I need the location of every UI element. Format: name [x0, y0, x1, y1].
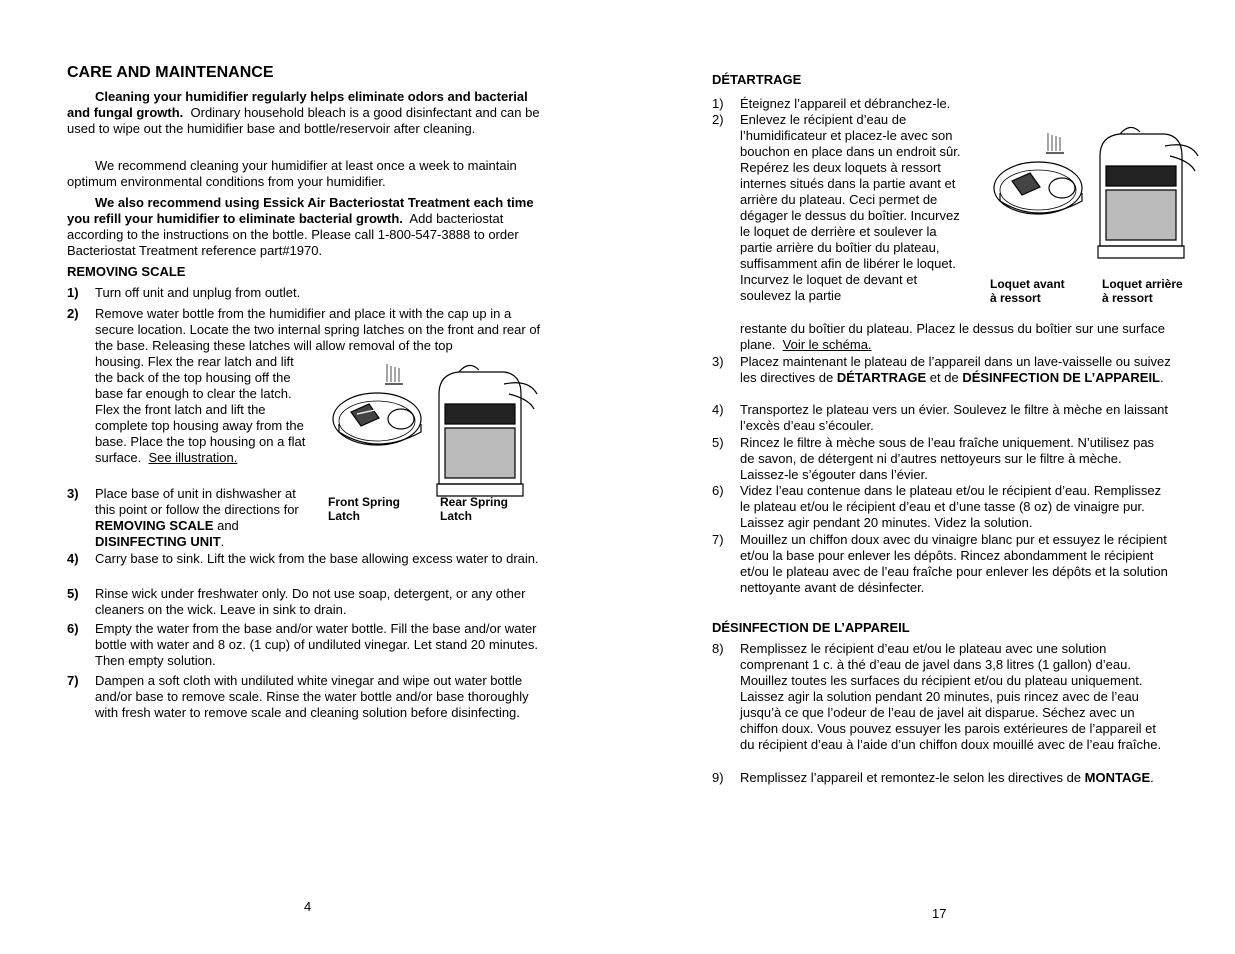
list-text: Remplissez le récipient d’eau et/ou le plateau avec une solution comprenant 1 c. à thé d’eau de javel dans 3,8 litres (1 gallon) d’eau. Mouillez toutes les surfaces du récipient et/ou du plateau uniquement. Laissez agir la solution pendant 20 minutes, puis rincez avec de l’eau jusqu’à ce que l’odeur de l’eau de javel ait disparue. Séchez avec un chiffon doux. Vous pouvez essuyer les parois extérieures de l’appareil et du récipient d’eau à l’aide d’un chiffon doux mouillé avec de l’eau fraîche.	[740, 641, 1162, 752]
housing-drawing	[437, 365, 537, 496]
page-number: 4	[304, 899, 312, 914]
caption-rear-latch	[1102, 277, 1183, 305]
housing-drawing	[1098, 127, 1198, 258]
list-number: 7)	[67, 673, 79, 688]
list-text: Carry base to sink. Lift the wick from the base allowing excess water to drain.	[95, 551, 539, 566]
list-number: 3)	[712, 354, 724, 369]
intro-bold: Cleaning your humidifier regularly helps eliminate odors and bacterial and fungal growth.	[67, 89, 528, 120]
list-text: Dampen a soft cloth with undiluted white vinegar and wipe out water bottle and/or base to remove scale. Rinse the water bottle and/or base thoroughly with fresh water to remove scale and cleaning solution before disinfecting.	[95, 673, 529, 720]
list-text: Rincez le filtre à mèche sous de l’eau fraîche uniquement. N’utilisez pas de savon, de détergent ni d’autres nettoyeurs sur le filtre à mèche. Laissez-le s’égouter dans l’évier.	[740, 435, 1155, 482]
page-number: 17	[932, 906, 947, 921]
list-text: Remplissez l’appareil et remontez-le selon les directives de MONTAGE.	[740, 770, 1154, 785]
voir-schema-link: Voir le schéma.	[782, 337, 872, 352]
caption-front-latch	[990, 277, 1065, 305]
list-text: Éteignez l’appareil et débranchez-le.	[740, 96, 951, 111]
weekly-paragraph: We recommend cleaning your humidifier at least once a week to maintain optimum environmental conditions from your humidifier.	[67, 158, 517, 189]
list-number: 1)	[712, 96, 724, 111]
list-text: Videz l’eau contenue dans le plateau et/ou le récipient d’eau. Remplissez le plateau et/ou le récipient d’eau et d’une tasse (8 oz) de vinaigre pur. Laissez agir pendant 20 minutes. Videz la solution.	[740, 483, 1162, 530]
caption-line: Rear Spring Latch	[440, 495, 509, 523]
latch-illustration	[990, 126, 1200, 261]
list-number: 1)	[67, 285, 79, 300]
list-text: Empty the water from the base and/or water bottle. Fill the base and/or water bottle with water and 8 oz. (1 cup) of undiluted vinegar. Let stand 20 minutes. Then empty solution.	[95, 621, 538, 668]
caption-line: Loquet arrière à ressort	[1102, 277, 1183, 305]
list-number: 4)	[712, 402, 724, 417]
list-number: 6)	[67, 621, 79, 636]
list-text: Rinse wick under freshwater only. Do not use soap, detergent, or any other cleaners on the wick. Leave in sink to drain.	[95, 586, 526, 617]
list-number: 6)	[712, 483, 724, 498]
list-number: 2)	[712, 112, 724, 127]
intro-text: Ordinary household bleach is a good disinfectant and can be used to wipe out the humidifier base and bottle/reservoir after cleaning.	[67, 105, 540, 136]
list-text: Mouillez un chiffon doux avec du vinaigre blanc pur et essuyez le récipient et/ou la base pour enlever les dépôts. Rincez abondamment le récipient et/ou le plateau avec de l’eau fraîche pour enlever les dépôts et la solution nettoyante avant de désinfecter.	[740, 532, 1168, 595]
caption-line: Front Spring Latch	[328, 495, 400, 523]
list-text: Enlevez le récipient d’eau de l’humidificateur et placez-le avec son bouchon en place dans un endroit sûr. Repérez les deux loquets à ressort internes situés dans la partie avant et arrière du plateau. Ceci permet de dégager le dessus du boîtier. Incurvez le loquet de derrière et soulever la partie arrière du boîtier du plateau, suffisamment afin de libérer le loquet. Incurvez le loquet de devant et soulevez la partie	[740, 112, 961, 303]
base-tray-drawing	[333, 364, 421, 445]
section-heading-desinfection: DÉSINFECTION DE L’APPAREIL	[712, 620, 910, 635]
list-number: 5)	[712, 435, 724, 450]
list-number: 7)	[712, 532, 724, 547]
caption-rear-latch	[440, 495, 508, 523]
list-text: Turn off unit and unplug from outlet.	[95, 285, 301, 300]
caption-line: Loquet avant à ressort	[990, 277, 1065, 305]
list-number: 8)	[712, 641, 724, 656]
page-title: CARE AND MAINTENANCE	[67, 64, 274, 81]
list-number: 5)	[67, 586, 79, 601]
bacteriostat-bold: We also recommend using Essick Air Bacteriostat Treatment each time you refill your humidifier to eliminate bacterial growth.	[67, 195, 534, 226]
base-tray-drawing	[994, 133, 1082, 214]
see-illustration-link: See illustration.	[148, 450, 238, 465]
list-number: 2)	[67, 306, 79, 321]
list-text: Transportez le plateau vers un évier. Soulevez le filtre à mèche en laissant l’excès d’eau s’écouler.	[740, 402, 1169, 433]
intro-paragraph	[67, 89, 547, 137]
bacteriostat-text: Add bacteriostat according to the instructions on the bottle. Please call 1-800-547-3888 to order Bacteriostat Treatment reference part#1970.	[67, 211, 519, 258]
section-heading-detartrage: DÉTARTRAGE	[712, 72, 802, 87]
list-text: Remove water bottle from the humidifier and place it with the cap up in a secure location. Locate the two internal spring latches on the front and rear of the base. Releasing these latches will allow removal of the top	[95, 306, 541, 353]
list-number: 3)	[67, 486, 79, 501]
list-text-continued: housing. Flex the rear latch and lift the back of the top housing off the base far enough to clear the latch. Flex the front latch and lift the complete top housing away from the base. Place the top housing on a flat surface. See illustration.	[95, 354, 306, 465]
list-text: Placez maintenant le plateau de l’appareil dans un lave-vaisselle ou suivez les directives de DÉTARTRAGE et de DÉSINFECTION DE L’APPAREIL.	[740, 354, 1171, 385]
list-number: 9)	[712, 770, 724, 785]
list-text-continued: restante du boîtier du plateau. Placez le dessus du boîtier sur une surface plane. Voir le schéma.	[740, 321, 1165, 352]
section-heading-removing-scale: REMOVING SCALE	[67, 264, 186, 279]
list-number: 4)	[67, 551, 79, 566]
caption-front-latch	[328, 495, 400, 523]
latch-illustration	[329, 364, 539, 499]
list-text: Place base of unit in dishwasher at this point or follow the directions for REMOVING SCALE and DISINFECTING UNIT.	[95, 486, 299, 549]
bacteriostat-paragraph	[67, 195, 547, 259]
